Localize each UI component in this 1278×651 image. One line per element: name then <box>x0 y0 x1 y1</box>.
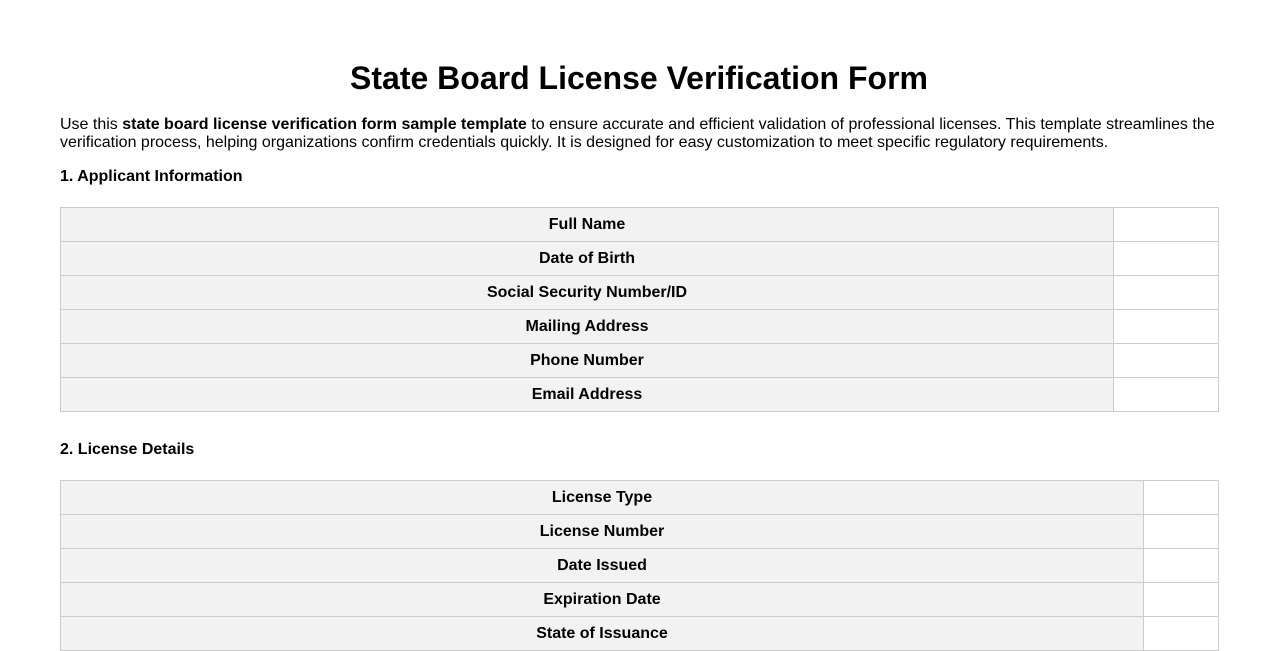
field-label-email-address: Email Address <box>61 378 1114 412</box>
date-issued-field[interactable] <box>1144 549 1219 583</box>
page-title: State Board License Verification Form <box>350 60 928 96</box>
field-label-date-of-birth: Date of Birth <box>61 242 1114 276</box>
table-row <box>61 344 1219 378</box>
license-number-field[interactable] <box>1144 515 1219 549</box>
expiration-date-field[interactable] <box>1144 583 1219 617</box>
field-label-phone-number: Phone Number <box>61 344 1114 378</box>
table-row <box>61 310 1219 344</box>
phone-number-field[interactable] <box>1114 344 1219 378</box>
intro-paragraph <box>60 116 1218 152</box>
license-details-table <box>60 480 1219 651</box>
table-row <box>61 617 1219 651</box>
field-label-expiration-date: Expiration Date <box>61 583 1144 617</box>
ssn-id-field[interactable] <box>1114 276 1219 310</box>
table-row <box>61 276 1219 310</box>
field-label-license-number: License Number <box>61 515 1144 549</box>
email-address-field[interactable] <box>1114 378 1219 412</box>
form-page <box>60 0 1218 651</box>
field-label-date-issued: Date Issued <box>61 549 1144 583</box>
field-label-mailing-address: Mailing Address <box>61 310 1114 344</box>
full-name-field[interactable] <box>1114 208 1219 242</box>
mailing-address-field[interactable] <box>1114 310 1219 344</box>
date-of-birth-field[interactable] <box>1114 242 1219 276</box>
intro-bold-text: state board license verification form sample template <box>122 116 527 133</box>
section-heading-applicant: 1. Applicant Information <box>60 168 243 185</box>
intro-suffix: to ensure accurate and efficient validation of professional licenses. This template streamlines the verification process, helping organizations confirm credentials quickly. It is designed for easy customization to meet specific regulatory requirements. <box>60 116 1215 151</box>
table-row <box>61 515 1219 549</box>
table-row <box>61 549 1219 583</box>
table-row <box>61 208 1219 242</box>
table-row <box>61 242 1219 276</box>
applicant-info-table <box>60 207 1219 412</box>
field-label-ssn-id: Social Security Number/ID <box>61 276 1114 310</box>
table-row <box>61 583 1219 617</box>
license-type-field[interactable] <box>1144 481 1219 515</box>
table-row <box>61 378 1219 412</box>
field-label-full-name: Full Name <box>61 208 1114 242</box>
table-row <box>61 481 1219 515</box>
section-heading-license: 2. License Details <box>60 441 195 458</box>
state-of-issuance-field[interactable] <box>1144 617 1219 651</box>
intro-prefix: Use this <box>60 116 123 133</box>
field-label-license-type: License Type <box>61 481 1144 515</box>
field-label-state-of-issuance: State of Issuance <box>61 617 1144 651</box>
